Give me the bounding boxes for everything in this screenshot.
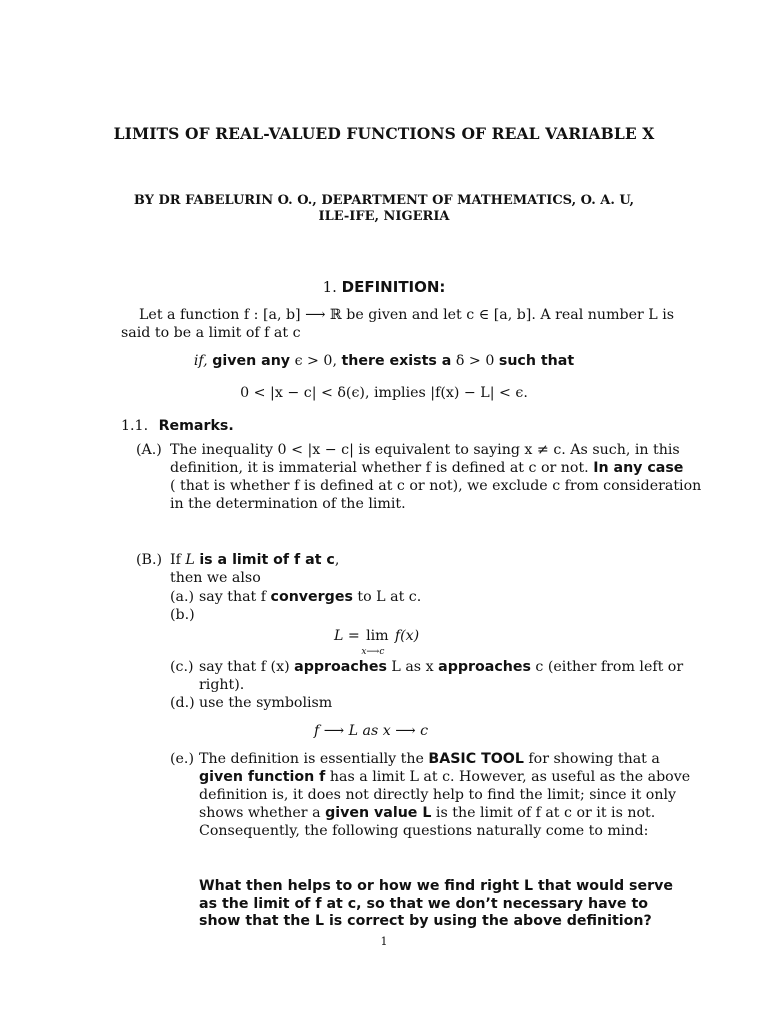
item-c-line-1 (199, 658, 683, 676)
item-c-approaches-1: approaches (294, 659, 387, 675)
condition-given: given any (212, 353, 291, 369)
item-c-text-3: c (either from left or (535, 659, 684, 675)
condition-delta: δ > 0 (455, 353, 495, 369)
item-c-label: (c.) (170, 659, 194, 675)
remark-b-label: (B.) (136, 552, 163, 568)
item-e-text-4: shows whether a (199, 805, 321, 821)
limit-rhs: f(x) (394, 628, 420, 644)
item-a-text-1: say that f (199, 589, 267, 605)
remark-b-intro (170, 551, 339, 569)
item-a-text (199, 588, 421, 606)
remark-a-label: (A.) (136, 442, 162, 458)
item-b-label: (b.) (170, 607, 195, 623)
remarks-title: Remarks. (158, 418, 234, 434)
item-a-label: (a.) (170, 589, 195, 605)
item-c-text-2: L as x (391, 659, 434, 675)
remark-a-line-1: The inequality 0 < |x − c| is equivalent to saying x ≠ c. As such, in this (170, 442, 680, 458)
item-d-label: (d.) (170, 695, 195, 711)
limit-operator (361, 627, 390, 657)
remarks-number: 1.1. (121, 418, 149, 434)
remark-a-emphasis: In any case (593, 460, 684, 476)
item-e-text-5: is the limit of f at c or it is not. (435, 805, 656, 821)
item-a-text-2: to L at c. (357, 589, 422, 605)
limit-subscript: x⟶c (361, 647, 385, 657)
remarks-heading (121, 417, 234, 435)
limit-lim: lim (366, 628, 389, 644)
question-line-1: What then helps to or how we find right L that would serve (199, 878, 673, 894)
item-e-line-5: Consequently, the following questions naturally come to mind: (199, 823, 649, 839)
item-e-label: (e.) (170, 751, 194, 767)
author-line-1: BY DR FABELURIN O. O., DEPARTMENT OF MATHEMATICS, O. A. U, (133, 193, 635, 208)
definition-implication: 0 < |x − c| < δ(ϵ), implies |f(x) − L| < ϵ. (240, 385, 528, 401)
item-d-text: use the symbolism (199, 695, 333, 711)
item-a-converges: converges (270, 589, 353, 605)
item-e-line-2 (199, 768, 690, 786)
item-e-line-4 (199, 804, 655, 822)
limit-lhs: L = (334, 628, 360, 644)
question-line-2: as the limit of f at c, so that we don’t necessary have to (199, 896, 649, 912)
remark-b-L: L (185, 552, 195, 568)
remark-a-line-2-text: definition, it is immaterial whether f is defined at c or not. (170, 460, 589, 476)
definition-line-1: Let a function f : [a, b] ⟶ ℝ be given and let c ∈ [a, b]. A real number L is (139, 307, 675, 323)
page-number: 1 (380, 935, 388, 948)
item-e-line-1 (199, 750, 660, 768)
remark-b-emphasis: is a limit of f at c (199, 552, 335, 568)
author-line-2: ILE-IFE, NIGERIA (318, 209, 450, 224)
item-e-line-3: definition is, it does not directly help to find the limit; since it only (199, 787, 677, 803)
question-line-3: show that the L is correct by using the above definition? (199, 913, 652, 929)
item-e-text-3: has a limit L at c. However, as useful as the above (329, 769, 691, 785)
item-e-given-function: given function f (199, 769, 326, 785)
item-c-line-2: right). (199, 677, 245, 693)
condition-such-that: such that (498, 353, 575, 369)
item-c-text-1: say that f (x) (199, 659, 290, 675)
remark-b-if: If (170, 552, 181, 568)
item-e-given-value: given value L (325, 805, 432, 821)
symbolism-formula: f ⟶ L as x ⟶ c (314, 723, 429, 739)
section-heading (0, 278, 768, 296)
remark-b-comma: , (334, 552, 340, 568)
remark-a-line-3: ( that is whether f is defined at c or not), we exclude c from consideration (170, 478, 702, 494)
item-e-text-2: for showing that a (528, 751, 660, 767)
item-c-approaches-2: approaches (438, 659, 531, 675)
condition-exists: there exists a (341, 353, 452, 369)
section-title: DEFINITION: (341, 278, 446, 296)
definition-condition (0, 352, 768, 370)
remark-a-line-4: in the determination of the limit. (170, 496, 406, 512)
remark-b-then: then we also (170, 570, 261, 586)
section-number: 1. (322, 278, 337, 296)
item-e-text-1: The definition is essentially the (199, 751, 424, 767)
condition-if: if, (193, 353, 208, 369)
remark-a-line-2 (170, 459, 683, 477)
condition-epsilon: ϵ > 0, (294, 353, 337, 369)
definition-line-2: said to be a limit of f at c (121, 325, 301, 341)
limit-formula (334, 627, 420, 657)
item-e-basic-tool: BASIC TOOL (428, 751, 524, 767)
paper-title: LIMITS OF REAL-VALUED FUNCTIONS OF REAL VARIABLE X (113, 124, 655, 143)
